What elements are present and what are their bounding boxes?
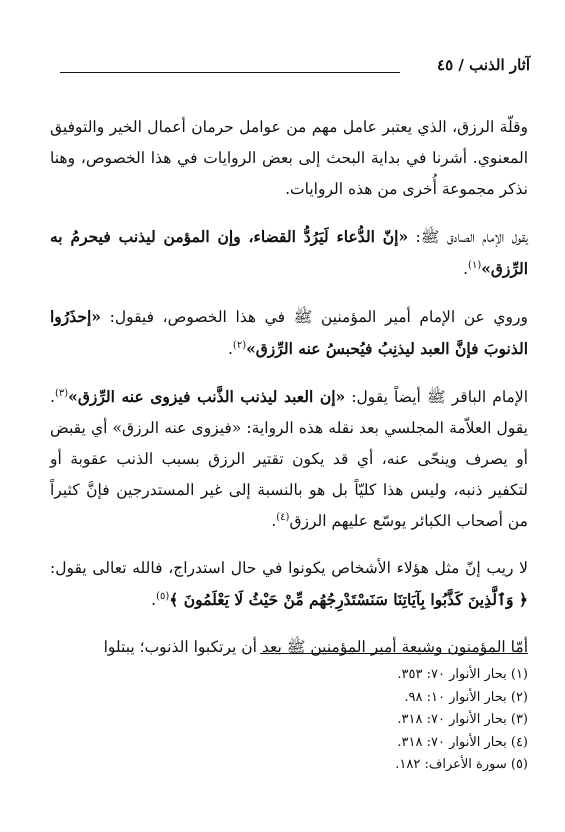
paragraph	[50, 632, 528, 663]
paragraph	[50, 221, 528, 285]
footnote-ref: (٥)	[156, 590, 170, 602]
paragraph-text: يقول الإمام الصادق ﷺ:	[408, 228, 528, 246]
footnote-ref: (٣)	[54, 387, 69, 399]
paragraph-text: .	[271, 512, 277, 530]
footnote-separator	[260, 653, 528, 654]
hadith-quote: «إن العبد ليذنب الذَّنب فيزوى عنه الرِّزق»	[68, 387, 346, 406]
footnote: (٤) بحار الأنوار ٧٠: ٣١٨.	[397, 734, 528, 750]
paragraph-text: وروي عن الإمام أمير المؤمنين ﷺ في هذا الخصوص، فيقول:	[101, 308, 528, 326]
paragraph-text: .	[463, 260, 469, 278]
footnote-ref: (٤)	[276, 511, 290, 523]
paragraph	[50, 381, 528, 537]
header-rule	[60, 72, 400, 73]
footnote-ref: (١)	[468, 259, 482, 271]
paragraph	[50, 112, 528, 205]
paragraph-text: . يقول العلاّمة المجلسي بعد نقله هذه الرواية: «فيزوى عنه الرزق» أي يقبض أو يصرف وينحّى عنه، أي قد يكون تقتير الرزق بسبب الذنب عقوبة أو لتكفير ذنبه، وليس هذا كليّاً بل هو بالنسبة إلى غير المستدرجين فإنَّ كثيراً من أصحاب الكبائر يوسّع عليهم الرزق	[50, 388, 528, 530]
paragraph-text: وقلّة الرزق، الذي يعتبر عامل مهم من عوامل حرمان أعمال الخير والتوفيق المعنوي. أشرنا في بداية البحث إلى بعض الروايات في هذا الخصوص، وهنا نذكر مجموعة أُخرى من هذه الروايات.	[50, 118, 528, 198]
paragraph-text: أمّا المؤمنون وشيعة أمير المؤمنين ﷺ بعد أن يرتكبوا الذنوب؛ يبتلوا	[103, 638, 528, 656]
running-header	[60, 56, 530, 78]
paragraph-text: .	[151, 591, 157, 609]
header-title: آثار الذنب / ٤٥	[437, 56, 530, 74]
paragraph	[50, 553, 528, 616]
paragraph-text: الإمام الباقر ﷺ أيضاً يقول:	[345, 388, 528, 406]
hadith-quote: «إحذَرُوا الذنوبَ فإنَّ العبد ليذنِبُ فيُحبسُ عنه الرِّزق»	[50, 307, 528, 358]
footnote: (١) بحار الأنوار ٧٠: ٣٥٣.	[397, 667, 528, 682]
hadith-quote: «إنّ الدُّعاء لَيَرُدُّ القضاء، وإن المؤمن ليذنب فيحرمُ به الرِّزق»	[50, 227, 528, 278]
footnote: (٥) سورة الأعراف: ١٨٢.	[395, 757, 528, 772]
paragraph	[50, 301, 528, 365]
paragraph-text: .	[227, 340, 233, 358]
quran-verse: ﴿ وَٱلَّذِينَ كَذَّبُوا بِآيَاتِنَا سَنَسْتَدْرِجُهُم مِّنْ حَيْثُ لَا يَعْلَمُونَ ﴾	[169, 590, 528, 609]
footnote: (٣) بحار الأنوار ٧٠: ٣١٨.	[397, 712, 528, 727]
footnote: (٢) بحار الأنوار ١٠: ٩٨.	[404, 689, 528, 705]
paragraph-text: لا ريب إنّ مثل هؤلاء الأشخاص يكونوا في حال استدراج، فالله تعالى يقول:	[50, 559, 528, 577]
footnote-ref: (٢)	[232, 339, 247, 351]
body-text	[50, 112, 528, 679]
footnotes	[150, 664, 528, 777]
